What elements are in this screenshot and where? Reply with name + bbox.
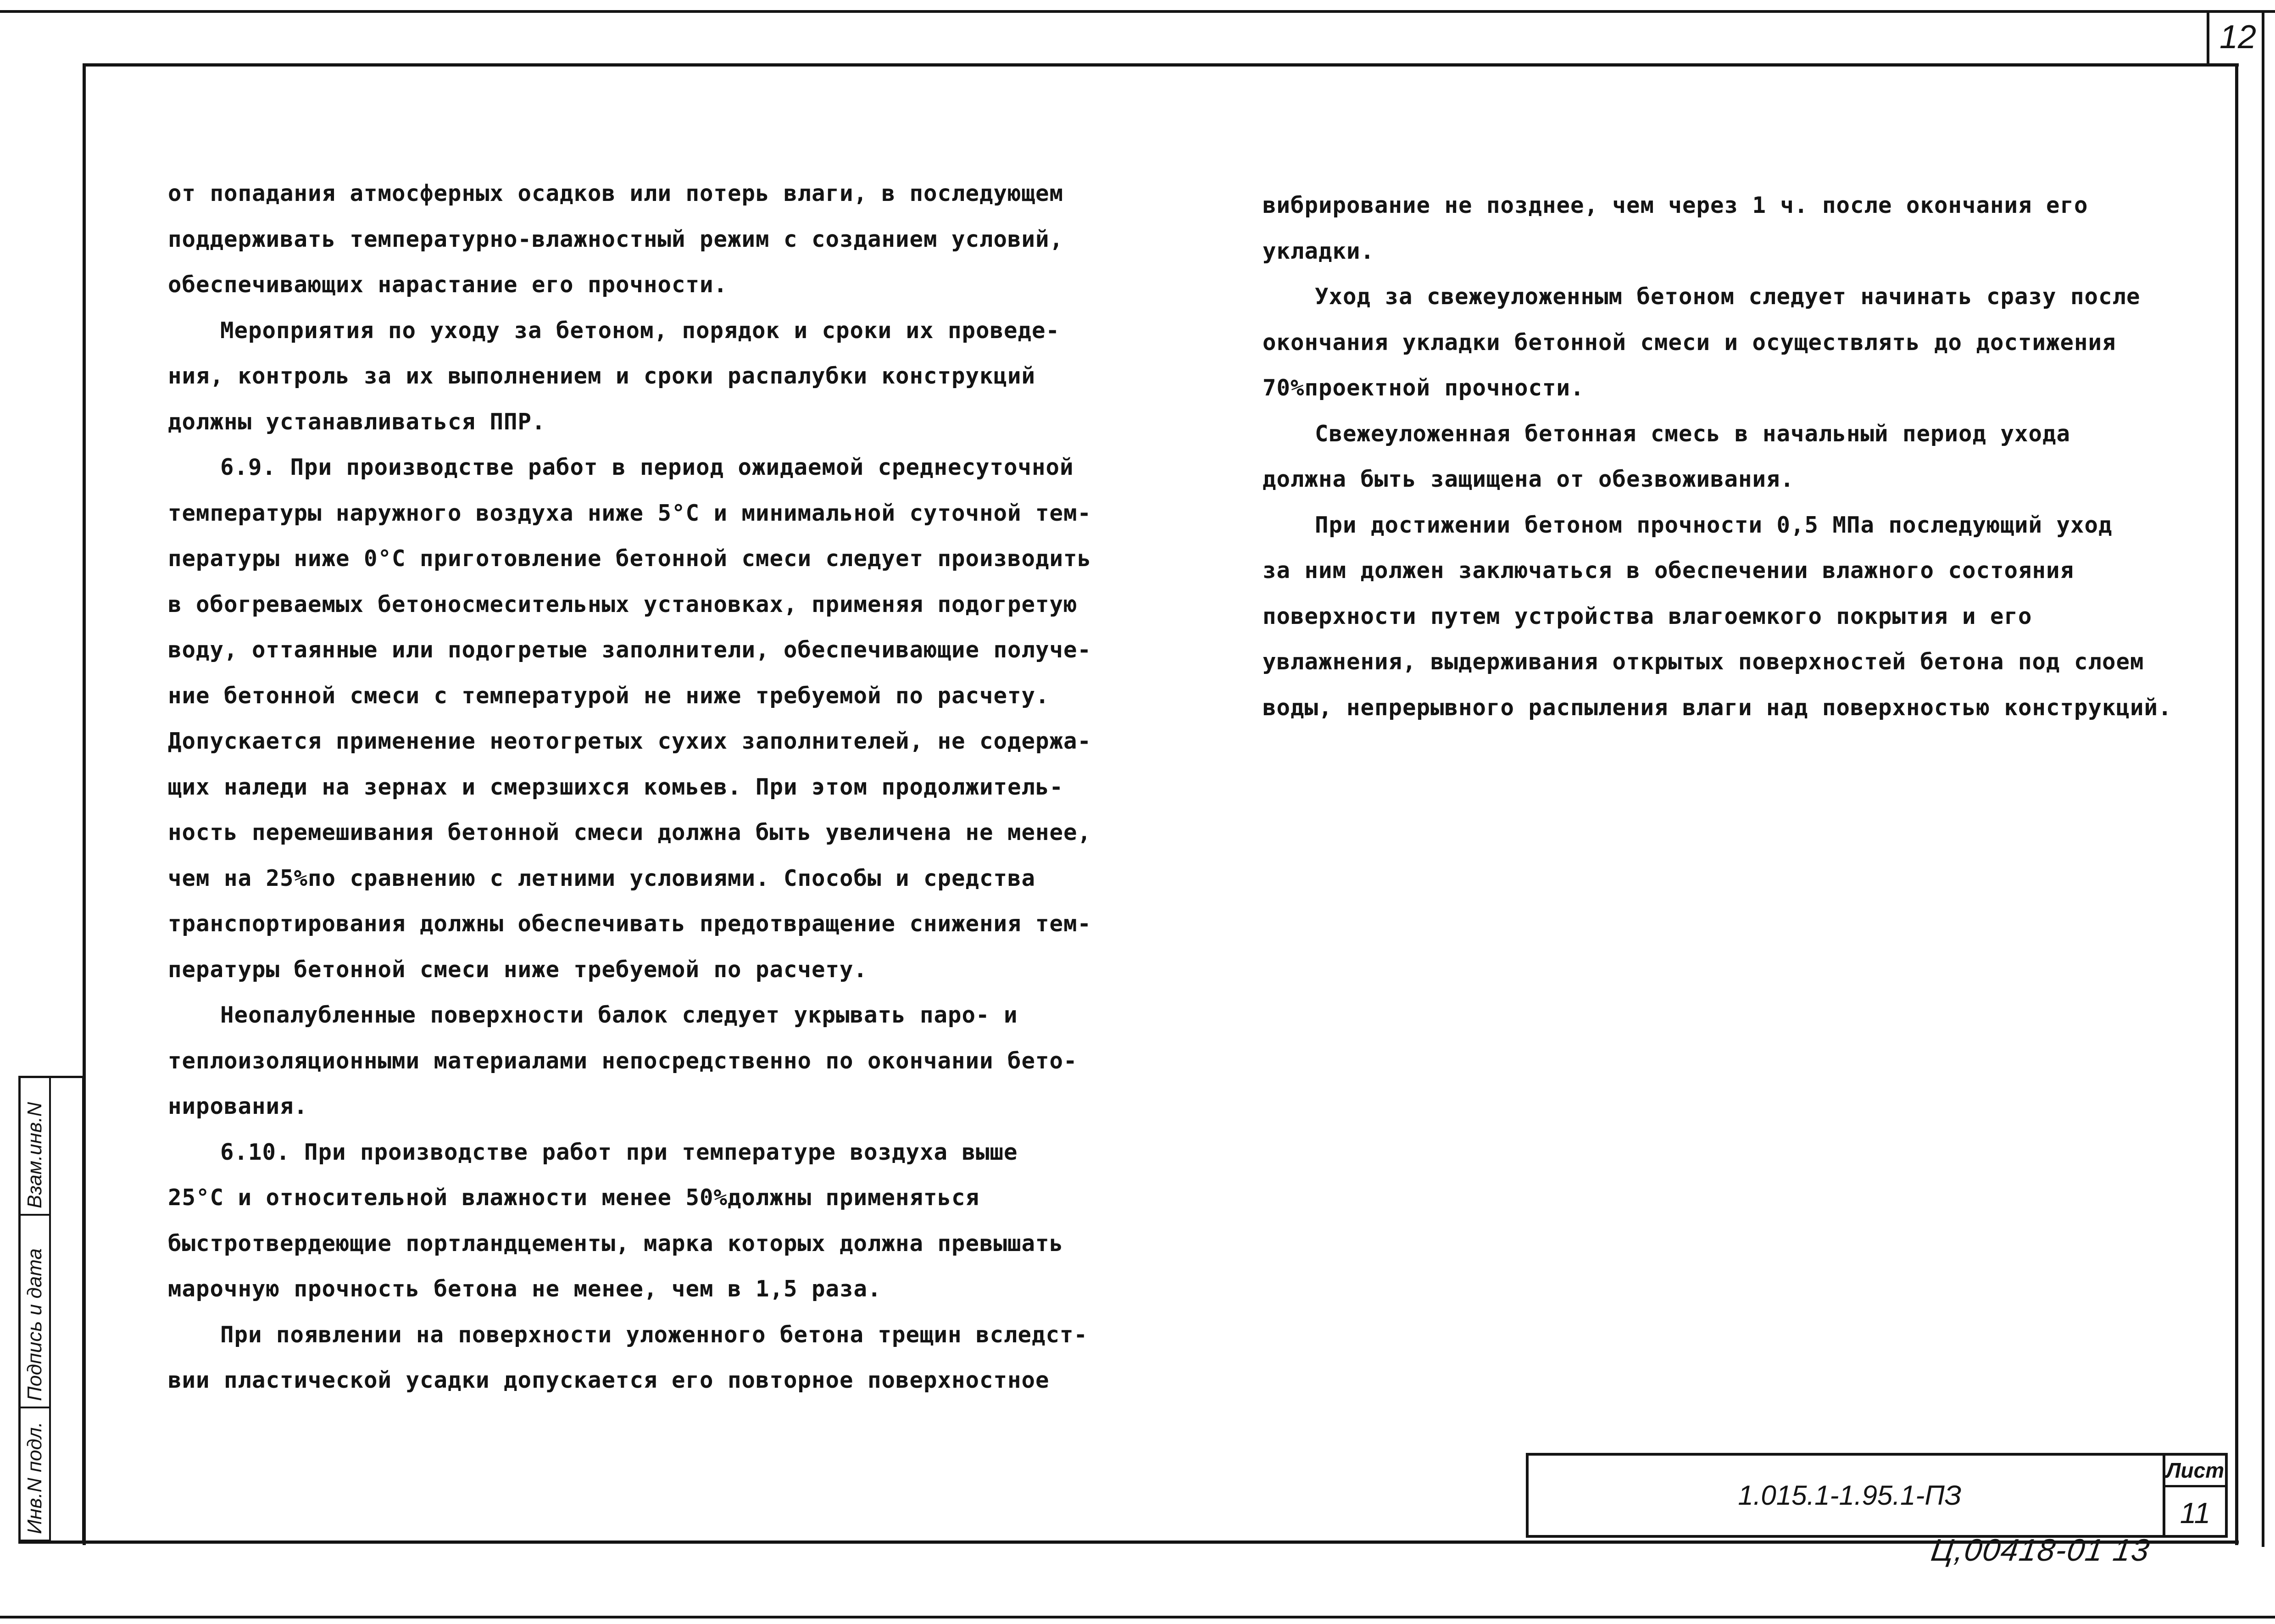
document-code: 1.015.1-1.95.1-ПЗ xyxy=(1738,1480,1962,1511)
corner-box-left xyxy=(2207,10,2209,65)
left-line: При появлении на поверхности уложенного бетона трещин вследст- xyxy=(220,1321,1088,1348)
frame-bottom-outer xyxy=(0,1616,2275,1618)
left-line: пературы бетонной смеси ниже требуемой по расчету. xyxy=(168,956,868,983)
left-line: 6.10. При производстве работ при температуре воздуха выше xyxy=(220,1139,1018,1165)
left-text-column xyxy=(168,171,1091,1403)
left-line: поддерживать температурно-влажностный режим с созданием условий, xyxy=(168,226,1064,252)
left-line: 25°С и относительной влажности менее 50%должны применяться xyxy=(168,1185,980,1211)
right-text-column xyxy=(1263,183,2172,730)
frame-top-outer xyxy=(0,10,2275,13)
side-stamp-cell-sign xyxy=(21,1216,49,1408)
right-line: При достижении бетоном прочности 0,5 МПа последующий уход xyxy=(1315,512,2113,538)
sheet-label: Лист xyxy=(2165,1456,2225,1487)
left-line: Допускается применение неотогретых сухих заполнителей, не содержа- xyxy=(168,728,1092,754)
left-line: вии пластической усадки допускается его повторное поверхностное xyxy=(168,1367,1050,1393)
left-line: пературы ниже 0°С приготовление бетонной смеси следует производить xyxy=(168,545,1092,572)
frame-top-inner xyxy=(83,63,2239,67)
side-stamp-cell-inv xyxy=(21,1408,49,1541)
right-line: за ним должен заключаться в обеспечении влажного состояния xyxy=(1263,557,2075,584)
left-line: обеспечивающих нарастание его прочности. xyxy=(168,272,728,298)
left-line: от попадания атмосферных осадков или потерь влаги, в последующем xyxy=(168,180,1064,206)
side-stamp-divider xyxy=(49,1078,51,1541)
left-line: щих наледи на зернах и смерзшихся комьев. При этом продолжитель- xyxy=(168,773,1064,800)
side-stamp-label: Взам.инв.N xyxy=(23,1102,46,1208)
left-line: ния, контроль за их выполнением и сроки распалубки конструкций xyxy=(168,363,1036,389)
frame-right-inner xyxy=(2235,63,2238,1545)
left-line: ние бетонной смеси с температурой не ниже требуемой по расчету. xyxy=(168,682,1050,709)
side-stamp-label: Инв.N подл. xyxy=(23,1422,46,1534)
side-stamp xyxy=(18,1076,84,1544)
right-line: Свежеуложенная бетонная смесь в начальный период ухода xyxy=(1315,420,2071,447)
right-line: увлажнения, выдерживания открытых поверхностей бетона под слоем xyxy=(1263,649,2144,675)
frame-right-outer xyxy=(2262,10,2264,1547)
left-line: транспортирования должны обеспечивать предотвращение снижения тем- xyxy=(168,911,1092,937)
right-line: поверхности путем устройства влагоемкого покрытия и его xyxy=(1263,603,2032,629)
left-line: температуры наружного воздуха ниже 5°С и минимальной суточной тем- xyxy=(168,500,1092,526)
right-line: вибрирование не позднее, чем через 1 ч. после окончания его xyxy=(1263,192,2088,218)
left-line: марочную прочность бетона не менее, чем в 1,5 раза. xyxy=(168,1276,882,1302)
left-line: должны устанавливаться ППР. xyxy=(168,408,546,435)
left-line: Мероприятия по уходу за бетоном, порядок и сроки их проведе- xyxy=(220,317,1060,344)
left-line: теплоизоляционными материалами непосредственно по окончании бето- xyxy=(168,1047,1078,1074)
right-line: воды, непрерывного распыления влаги над поверхностью конструкций. xyxy=(1263,694,2172,721)
sheet-number: 11 xyxy=(2180,1496,2211,1529)
sheet-box xyxy=(2163,1456,2225,1535)
side-stamp-cell-replace xyxy=(21,1078,49,1216)
right-line: укладки. xyxy=(1263,238,1375,264)
left-line: нирования. xyxy=(168,1093,308,1119)
left-line: воду, оттаянные или подогретые заполнители, обеспечивающие получе- xyxy=(168,637,1092,663)
corner-page-number: 12 xyxy=(2219,19,2257,56)
left-line: Неопалубленные поверхности балок следует укрывать паро- и xyxy=(220,1002,1018,1028)
frame-bottom-inner xyxy=(18,1541,2239,1544)
left-line: чем на 25%по сравнению с летними условиями. Способы и средства xyxy=(168,865,1036,891)
left-line: ность перемешивания бетонной смеси должна быть увеличена не менее, xyxy=(168,819,1092,845)
title-block xyxy=(1526,1453,2228,1538)
right-line: 70%проектной прочности. xyxy=(1263,375,1585,401)
side-stamp-label: Подпись и дата xyxy=(23,1248,46,1401)
left-line: быстротвердеющие портландцементы, марка которых должна превышать xyxy=(168,1230,1064,1257)
right-line: должна быть защищена от обезвоживания. xyxy=(1263,466,1795,492)
handwritten-note: Ц,00418-01 13 xyxy=(1929,1533,2153,1568)
right-line: Уход за свежеуложенным бетоном следует начинать сразу после xyxy=(1315,284,2141,310)
left-line: в обогреваемых бетоносмесительных установках, применяя подогретую xyxy=(168,591,1078,617)
left-line: 6.9. При производстве работ в период ожидаемой среднесуточной xyxy=(220,454,1074,480)
right-line: окончания укладки бетонной смеси и осуществлять до достижения xyxy=(1263,329,2116,356)
